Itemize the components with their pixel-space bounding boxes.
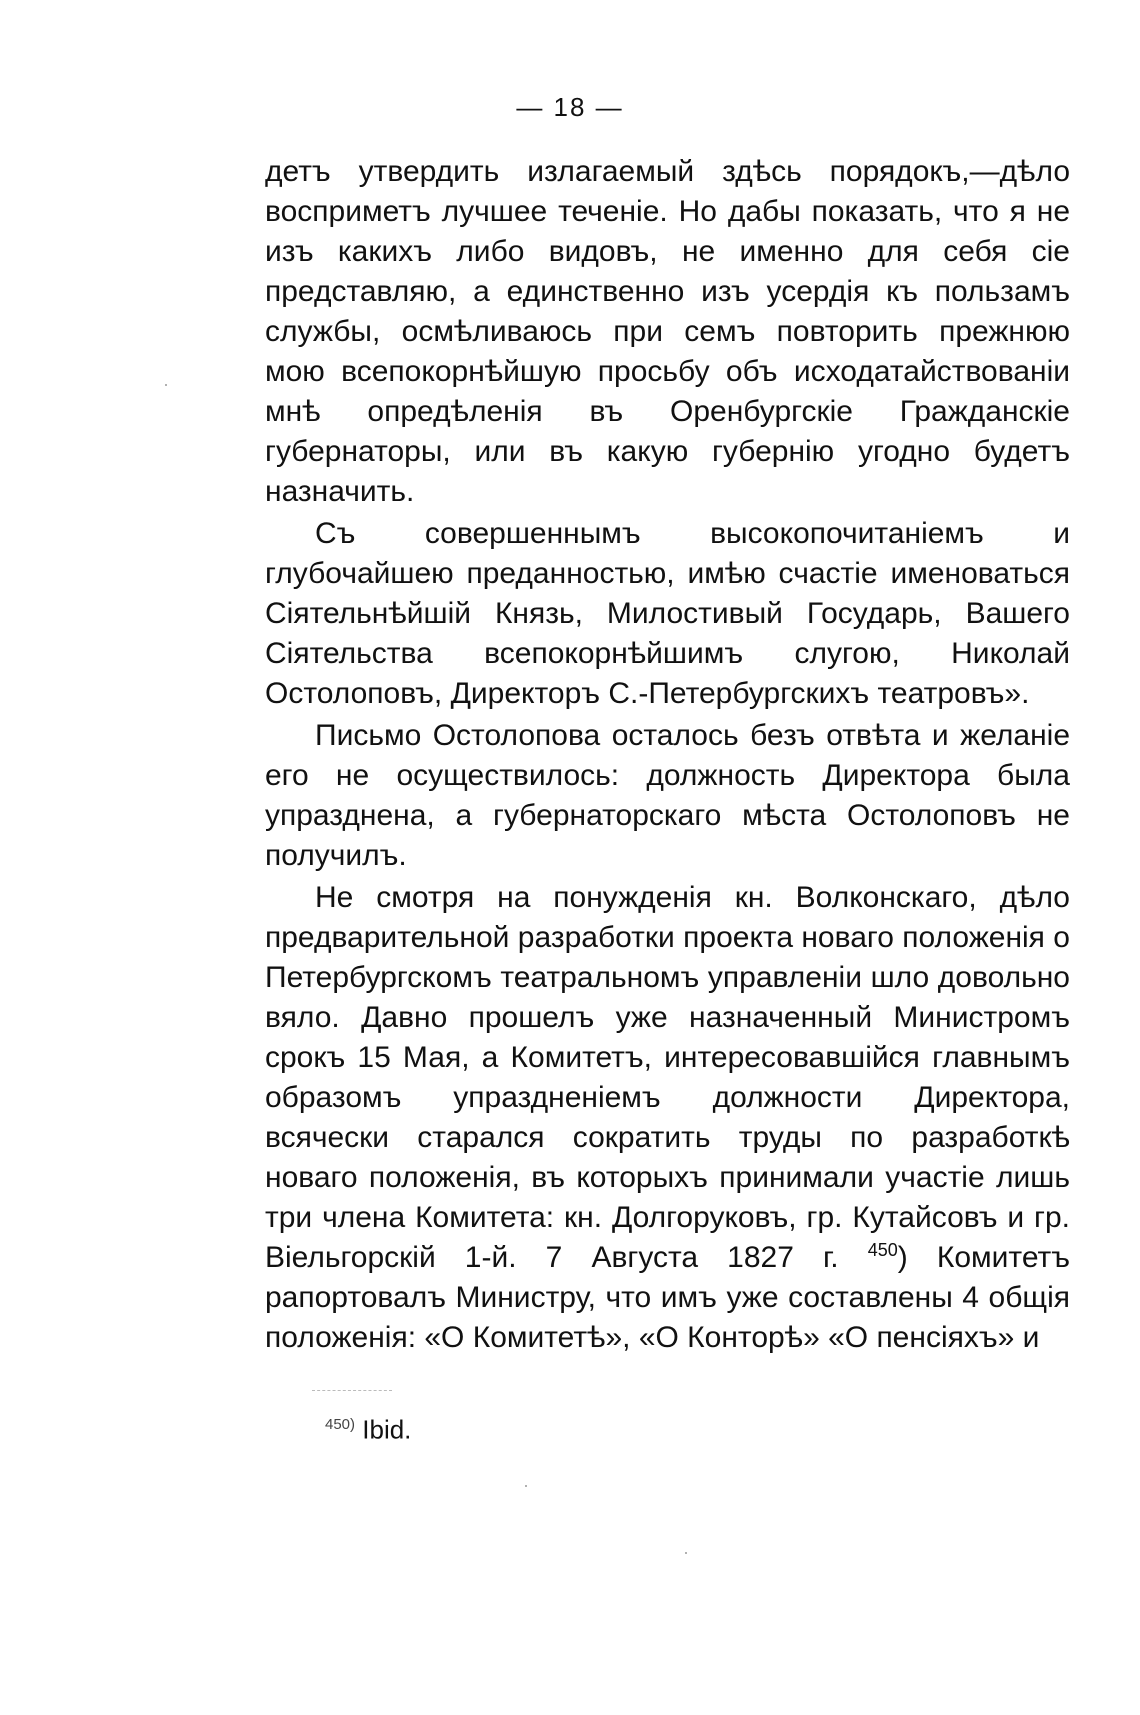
scan-speck <box>685 1552 687 1554</box>
scan-speck <box>525 1485 527 1487</box>
page-number: — 18 — <box>516 92 624 122</box>
paragraph-text-before-ref: Не смотря на понужденія кн. Волконскаго, дѣло предварительной разработки проекта новаго положенія о Петербургскомъ театральномъ управленіи шло довольно вяло. Давно прошелъ уже назначенный Министромъ срокъ 15 Мая, а Комитетъ, интересовавшійся главнымъ образомъ упраздненіемъ должности Директора, всячески старался сократить труды по разработкѣ новаго положенія, въ которыхъ принимали участіе лишь три члена Комитета: кн. Долгоруковъ, гр. Кутайсовъ и гр. Віельгорскій 1-й. 7 Августа 1827 г. <box>265 881 1070 1274</box>
paragraph-committee-work <box>265 878 1070 1358</box>
main-text <box>265 152 1070 1358</box>
paragraph-text-after-ref: ) Комитетъ рапортовалъ Министру, что имъ уже составлены 4 общія положенія: «О Комитетѣ», «О Конторѣ» «О пенсіяхъ» и <box>265 1241 1071 1354</box>
paragraph-closing-salutation: Съ совершеннымъ высокопочитаніемъ и глубочайшею преданностью, имѣю счастіе именоваться Сіятельнѣйшій Князь, Милостивый Государь, Вашего Сіятельства всепокорнѣйшимъ слугою, Николай Остолоповъ, Директоръ С.-Петербургскихъ театровъ». <box>265 517 1070 710</box>
paragraph-letter-outcome: Письмо Остолопова осталось безъ отвѣта и желаніе его не осуществилось: должность Директора была упразднена, а губернаторскаго мѣста Остолоповъ не получилъ. <box>265 719 1070 872</box>
footnote-mark: 450) <box>325 1416 356 1433</box>
footnote <box>325 1408 411 1447</box>
footnote-divider <box>312 1390 392 1391</box>
paragraph-continuation: детъ утвердить излагаемый здѣсь порядокъ,—дѣло восприметъ лучшее теченіе. Но дабы показать, что я не изъ какихъ либо видовъ, не именно для себя сіе представляю, а единственно изъ усердія къ пользамъ службы, осмѣливаюсь при семъ повторить прежнюю мою всепокорнѣйшую просьбу объ исходатайствованіи мнѣ опредѣленія въ Оренбургскіе Гражданскіе губернаторы, или въ какую губернію угодно будетъ назначить. <box>265 155 1070 508</box>
footnote-reference[interactable]: 450 <box>867 1240 898 1260</box>
scan-speck <box>165 384 167 386</box>
footnote-text: Ibid. <box>362 1414 412 1445</box>
